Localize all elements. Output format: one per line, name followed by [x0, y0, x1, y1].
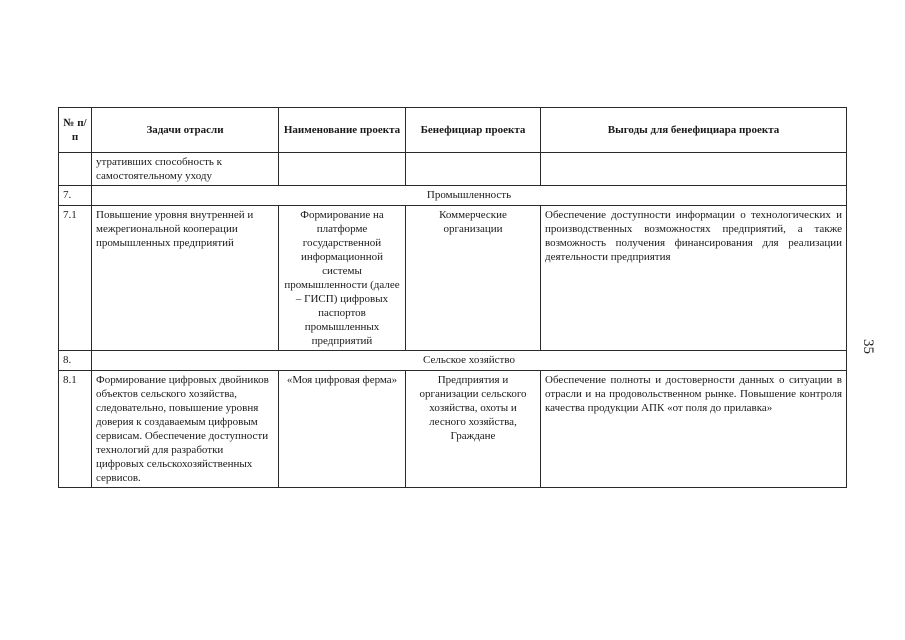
cell-number: 8.1 [59, 371, 92, 488]
cell-project [279, 153, 406, 186]
section-number: 7. [59, 186, 92, 206]
section-row-agriculture [59, 351, 847, 371]
header-benefits: Выгоды для бенефициара проекта [541, 108, 847, 153]
cell-beneficiary: Коммерческие организации [406, 206, 541, 351]
header-tasks: Задачи отрасли [92, 108, 279, 153]
header-project-name: Наименование проекта [279, 108, 406, 153]
cell-project: «Моя цифровая ферма» [279, 371, 406, 488]
cell-beneficiary: Предприятия и организации сельского хозяйства, охоты и лесного хозяйства, Граждане [406, 371, 541, 488]
table-row [59, 153, 847, 186]
header-number: № п/п [59, 108, 92, 153]
cell-benefits: Обеспечение доступности информации о технологических и производственных возможностях предприятий, а также возможность получения финансирования для реализации деятельности предприятия [541, 206, 847, 351]
page-number: 35 [860, 339, 876, 354]
section-number: 8. [59, 351, 92, 371]
header-beneficiary: Бенефициар проекта [406, 108, 541, 153]
cell-number [59, 153, 92, 186]
table-row [59, 371, 847, 488]
cell-task: утративших способность к самостоятельному уходу [92, 153, 279, 186]
cell-benefits [541, 153, 847, 186]
projects-table [58, 107, 847, 488]
section-row-industry [59, 186, 847, 206]
table-row [59, 206, 847, 351]
cell-task: Формирование цифровых двойников объектов сельского хозяйства, следовательно, повышение уровня доверия к создаваемым цифровым сервисам. Обеспечение доступности технологий для разработки цифровых сельскохозяйственных сервисов. [92, 371, 279, 488]
cell-project: Формирование на платформе государственной информационной системы промышленности (далее – ГИСП) цифровых паспортов промышленных предприятий [279, 206, 406, 351]
cell-task: Повышение уровня внутренней и межрегиональной кооперации промышленных предприятий [92, 206, 279, 351]
section-title: Сельское хозяйство [92, 351, 847, 371]
cell-benefits: Обеспечение полноты и достоверности данных о ситуации в отрасли и на продовольственном рынке. Повышение контроля качества продукции АПК «от поля до прилавка» [541, 371, 847, 488]
cell-number: 7.1 [59, 206, 92, 351]
section-title: Промышленность [92, 186, 847, 206]
cell-beneficiary [406, 153, 541, 186]
table-header-row [59, 108, 847, 153]
